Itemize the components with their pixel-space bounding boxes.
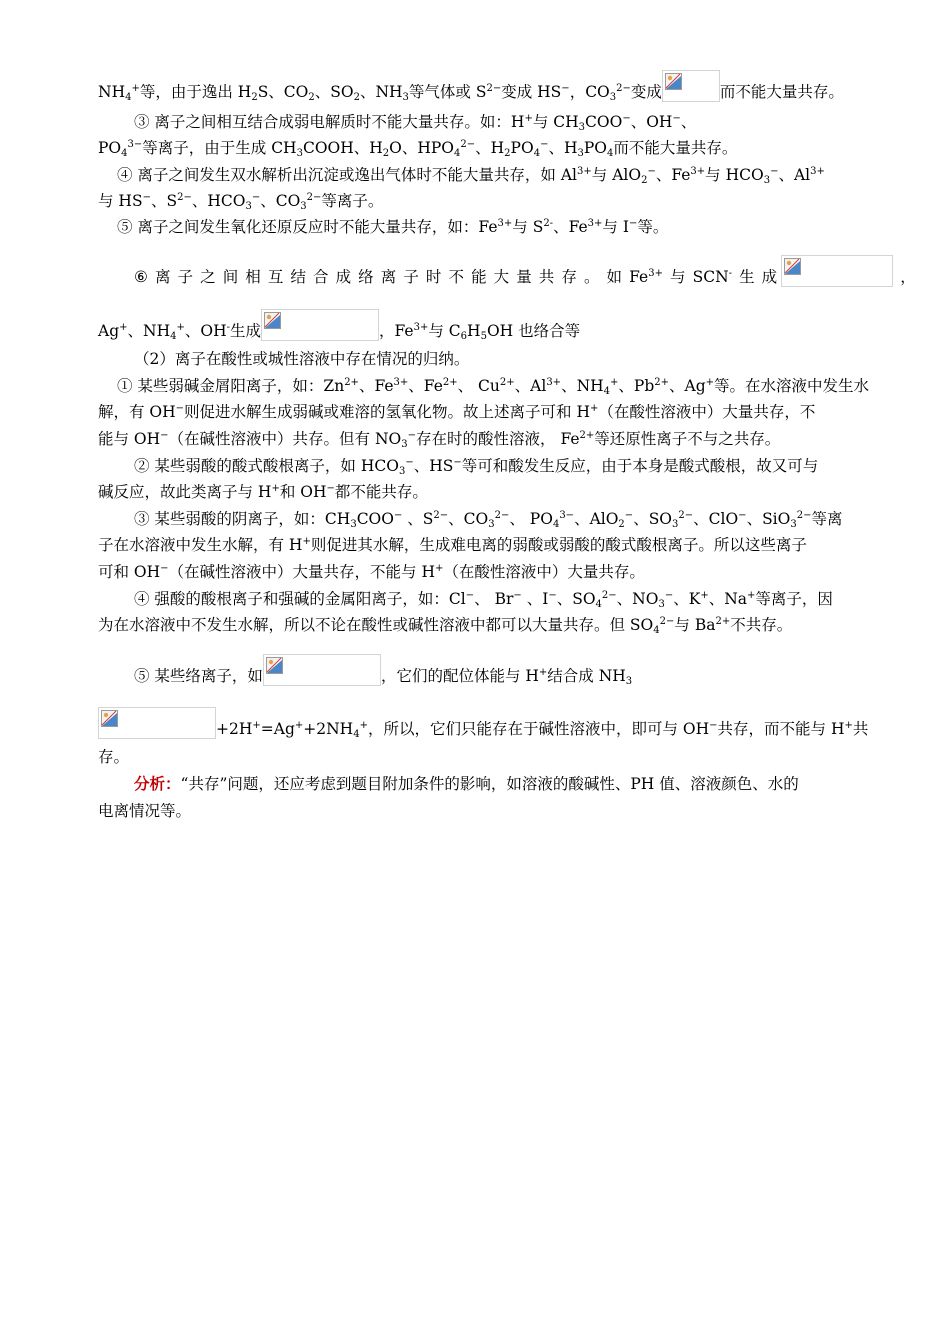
paragraph-line-18: ④ 强酸的酸根离子和强碱的金属阳离子，如：Cl−、 Br− 、I−、$SO_4^{2-}$、$NO_3^-$、K+、Na+等离子，因 [134,590,833,610]
broken-image-icon [266,657,283,674]
broken-image-icon [101,710,118,727]
broken-image-icon [784,258,801,275]
paragraph-line-22: 存。 [98,748,130,766]
broken-image-placeholder [781,255,893,287]
paragraph-line-15: ③ 某些弱酸的阴离子，如：$CH_3COO^-$ 、$S^{2-}$、$CO_3^{2-}$、 $PO_4^{3-}$、AlO$_2$−、$SO_3^{2-}$、ClO−、SiO$_3^{2-}$等离 [134,510,843,530]
paragraph-line-19: 为在水溶液中不发生水解，所以不论在酸性或碱性溶液中都可以大量共存。但 $SO_4^{2-}$与 $Ba^{2+}$不共存。 [98,616,793,636]
section-heading-2: （2）离子在酸性或城性溶液中存在情况的归纳。 [134,350,470,368]
broken-image-icon [264,312,281,329]
paragraph-line-8: Ag+、$NH_4^+$、OH-生成 ，$Fe^{3+}$与 $C_6H_5OH$ 也络合等 [98,309,580,341]
paragraph-line-17: 可和 OH−（在碱性溶液中）大量共存，不能与 H+（在酸性溶液中）大量共存。 [98,563,645,581]
paragraph-line-12: 能与 OH−（在碱性溶液中）共存。但有 $NO_3^-$存在时的酸性溶液， $Fe^{2+}$等还原性离子不与之共存。 [98,430,781,450]
paragraph-line-2: ③ 离子之间相互结合成弱电解质时不能大量共存。如：H+与 $CH_3COO^-$、OH−、 [134,113,697,133]
paragraph-line-6: ⑤ 离子之间发生氧化还原反应时不能大量共存，如：$Fe^{3+}$与 $S^{2-}$、$Fe^{3+}$与 I−等。 [117,218,669,236]
paragraph-line-20: ⑤ 某些络离子，如 ，它们的配位体能与 H+结合成 $NH_3$ [134,654,632,686]
paragraph-line-1: $NH_4^+$等，由于逸出 $H_2S$、$CO_2$、$SO_2$、$NH_3$等气体或 $S^{2-}$变成 HS−，$CO_3^{2-}$变成 而不能大量共存。 [98,70,844,102]
paragraph-line-11: 解，有 OH−则促进水解生成弱碱或难溶的氢氧化物。故上述离子可和 H+（在酸性溶液中）大量共存，不 [98,403,816,421]
paragraph-line-5: 与 HS−、$S^{2-}$、$HCO_3^-$、$CO_3^{2-}$等离子。 [98,192,384,212]
broken-image-placeholder [98,707,216,739]
analysis-line-2: 电离情况等。 [98,802,192,820]
paragraph-line-14: 碱反应，故此类离子与 H+和 OH−都不能共存。 [98,483,428,501]
broken-image-placeholder [261,309,379,341]
paragraph-line-16: 子在水溶液中发生水解，有 H+则促进其水解，生成难电离的弱酸或弱酸的酸式酸根离子。所以这些离子 [98,536,807,554]
broken-image-icon [665,73,682,90]
paragraph-line-10: ① 某些弱碱金屑阳离子，如：$Zn^{2+}$、$Fe^{3+}$、$Fe^{2+}$、 $Cu^{2+}$、$Al^{3+}$、$NH_4^+$、$Pb^{2+}$、Ag+等。在水溶液中发生水 [117,377,870,397]
paragraph-line-4: ④ 离子之间发生双水解析出沉淀或逸出气体时不能大量共存，如 $Al^{3+}$与 AlO$_2$−、$Fe^{3+}$与 $HCO_3^-$、$Al^{3+}$ [117,166,825,186]
paragraph-line-3: $PO_4^{3-}$等离子，由于生成 $CH_3COOH$、$H_2O$、$HPO_4^{2-}$、$H_2PO_4^-$、$H_3PO_4$而不能大量共存。 [98,139,738,159]
analysis-label: 分析： [134,774,181,793]
paragraph-line-13: ② 某些弱酸的酸式酸根离子，如 $HCO_3^-$、HS−等可和酸发生反应，由于本身是酸式酸根，故又可与 [134,457,819,477]
analysis-line: 分析：“共存”问题，还应考虑到题目附加条件的影响，如溶液的酸碱性、PH 值、溶液颜色、水的 [134,774,799,793]
broken-image-placeholder [263,654,381,686]
paragraph-line-21: $+2H^+=Ag^++2NH_4^+$，所以，它们只能存在于碱性溶液中，即可与 OH−共存，而不能与 H+共 [98,707,868,739]
broken-image-placeholder [662,70,720,102]
paragraph-line-7: ⑥ 离 子 之 间 相 互 结 合 成 络 离 子 时 不 能 大 量 共 存 。 如 $Fe^{3+}$ 与 SCN- 生 成 ， [134,255,916,287]
